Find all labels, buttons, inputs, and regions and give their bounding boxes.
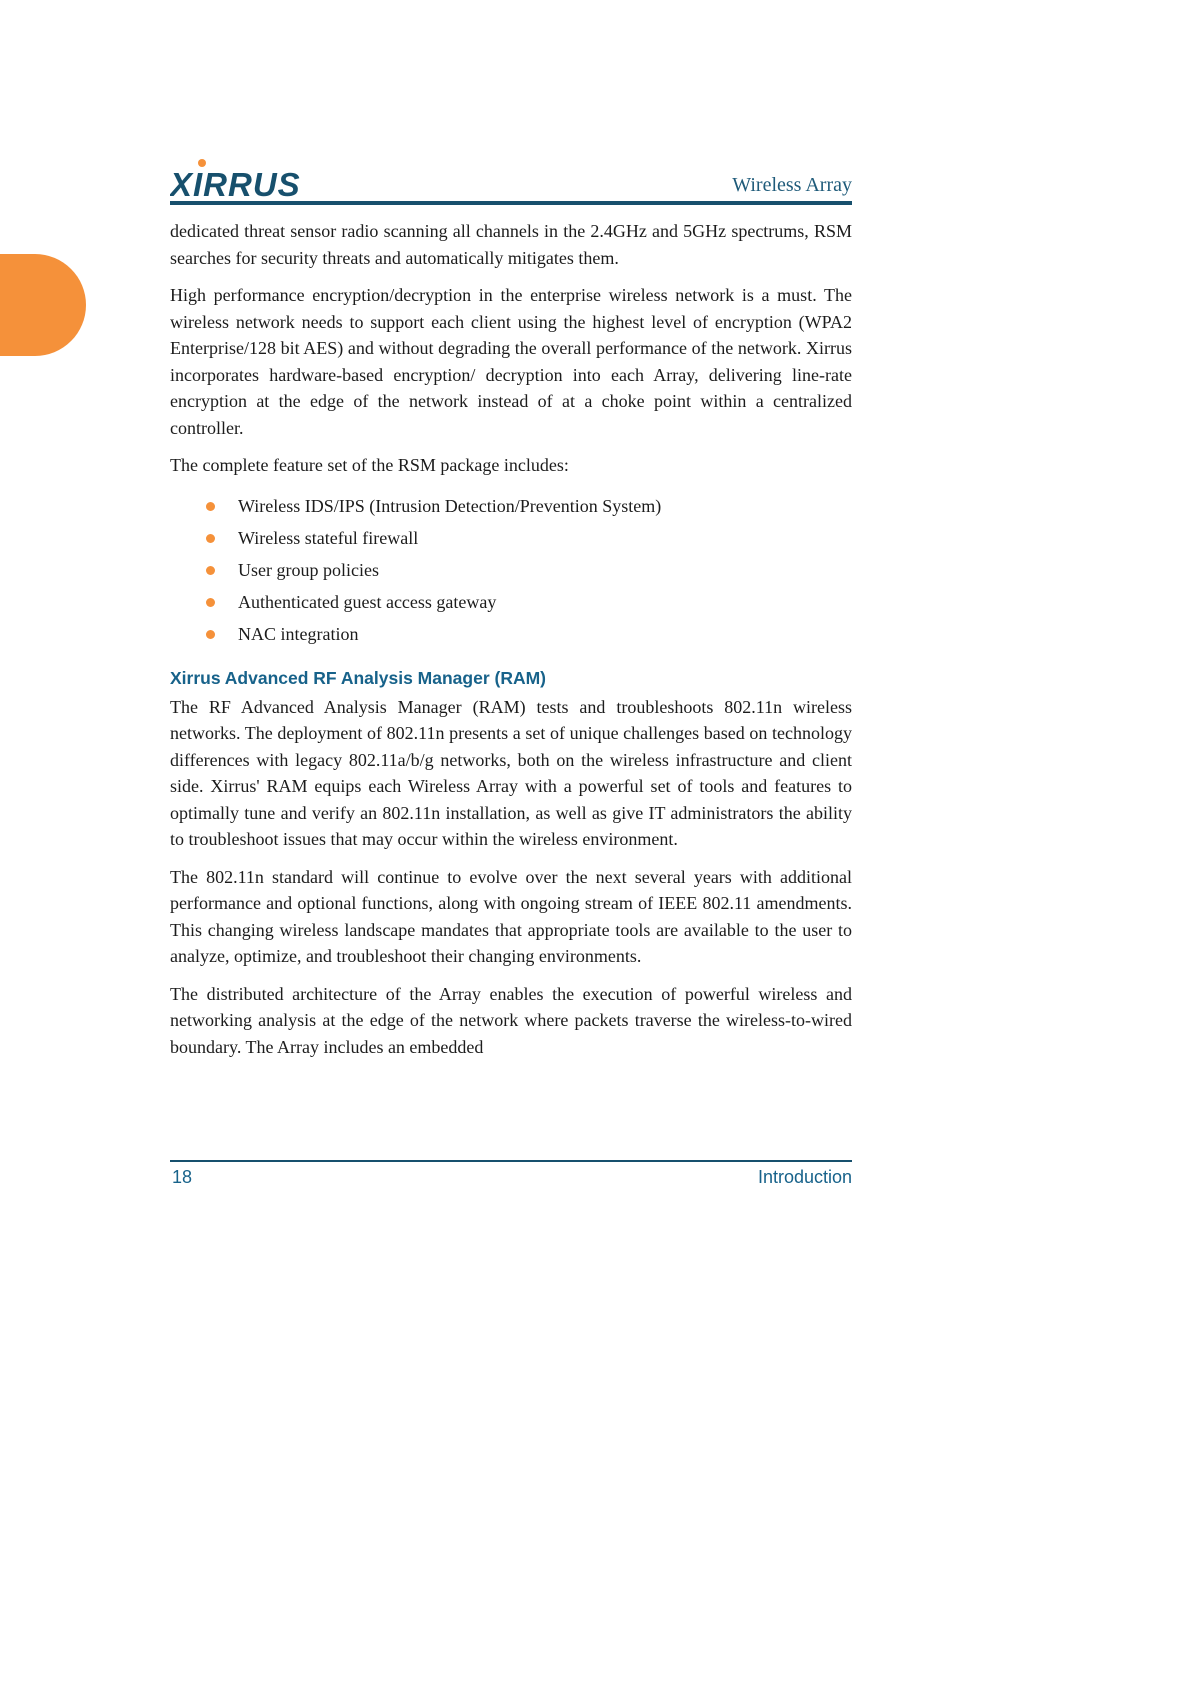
logo-text: XIRRUS [170,166,301,200]
feature-list [170,490,852,650]
paragraph: dedicated threat sensor radio scanning all channels in the 2.4GHz and 5GHz spectrums, RSM searches for security threats and automatically mitigates them. [170,221,852,268]
page-number: 18 [172,1167,193,1187]
xirrus-logo [170,156,312,200]
list-item [170,522,852,554]
header-title: Wireless Array [732,174,852,196]
bullet-icon [206,630,215,639]
header-divider [170,201,852,205]
list-item [170,490,852,522]
paragraph: The 802.11n standard will continue to evolve over the next several years with additional performance and optional functions, along with ongoing stream of IEEE 802.11 amendments. This changing wireless landscape mandates that appropriate tools are available to the user to analyze, optimize, and troubleshoot their changing environments. [170,866,852,966]
list-item [170,554,852,586]
list-item [170,586,852,618]
paragraph: The RF Advanced Analysis Manager (RAM) tests and troubleshoots 802.11n wireless networks. The deployment of 802.11n presents a set of unique challenges based on technology differences with legacy 802.11a/b/g networks, both on the wireless infrastructure and client side. Xirrus' RAM equips each Wireless Array with a powerful set of tools and features to optimally tune and verify an 802.11n installation, as well as give IT administrators the ability to troubleshoot issues that may occur within the wireless environment. [170,696,852,849]
paragraph: High performance encryption/decryption in the enterprise wireless network is a must. The wireless network needs to support each client using the highest level of encryption (WPA2 Enterprise/128 bit AES) and without degrading the overall performance of the network. Xirrus incorporates hardware-based encryption/ decryption into each Array, delivering line-rate encryption at the edge of the network instead of at a choke point within a centralized controller. [170,285,852,438]
page-header [170,150,852,206]
bullet-icon [206,502,215,511]
page-content [170,218,852,1071]
list-item-text: User group policies [238,559,379,580]
section-heading: Xirrus Advanced RF Analysis Manager (RAM) [170,667,547,688]
list-item-text: Wireless IDS/IPS (Intrusion Detection/Prevention System) [238,495,662,516]
list-item-text: Authenticated guest access gateway [238,591,497,612]
list-item-text: NAC integration [238,623,359,644]
bullet-icon [206,566,215,575]
paragraph: The complete feature set of the RSM package includes: [170,455,569,475]
paragraph: The distributed architecture of the Array enables the execution of powerful wireless and networking analysis at the edge of the network where packets traverse the wireless-to-wired boundary. The Array includes an embedded [170,983,852,1057]
footer-divider [170,1160,852,1162]
bullet-icon [206,598,215,607]
chapter-tab-marker [0,254,86,356]
footer-section-title: Introduction [757,1167,852,1187]
bullet-icon [206,534,215,543]
list-item [170,618,852,650]
list-item-text: Wireless stateful firewall [238,527,419,548]
